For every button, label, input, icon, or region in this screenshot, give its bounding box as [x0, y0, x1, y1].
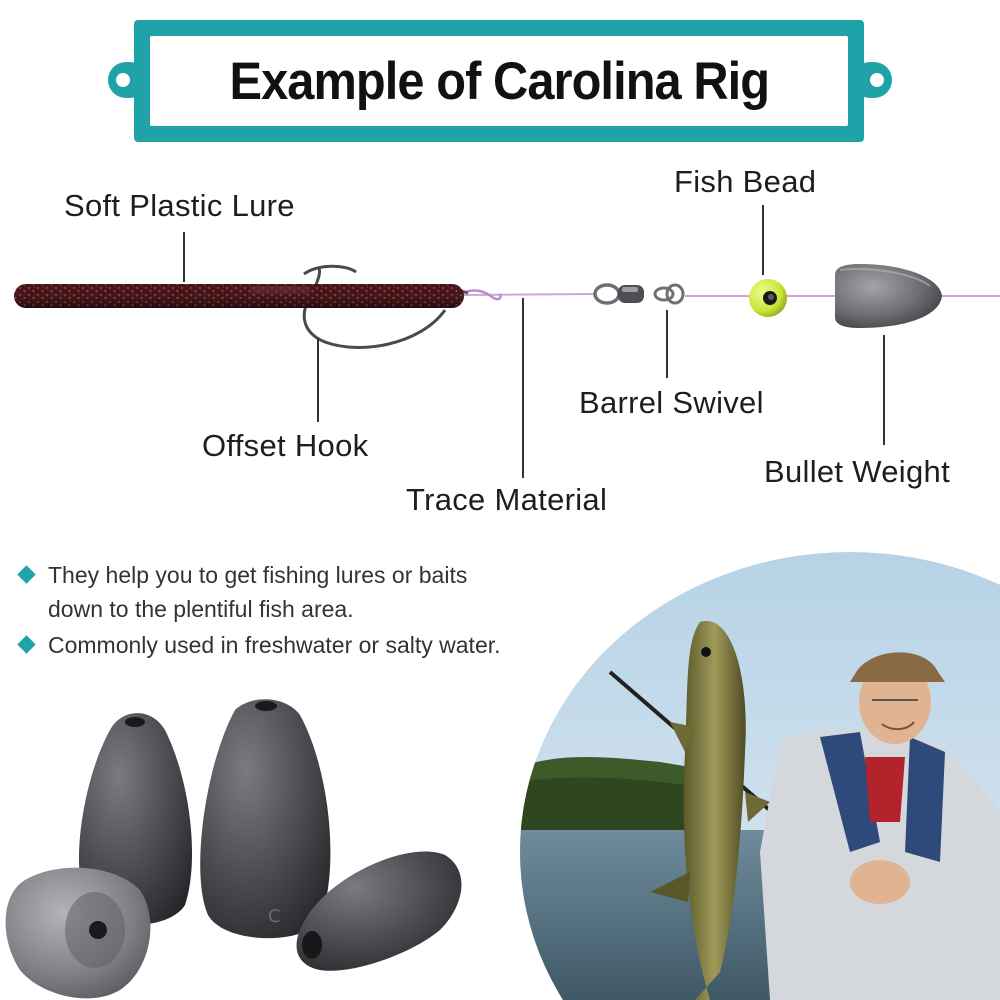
page-title: Example of Carolina Rig: [229, 51, 769, 111]
bullet-line-1: They help you to get fishing lures or baits: [48, 562, 468, 588]
feature-bullets: [14, 558, 604, 662]
teal-diamond-icon: [17, 565, 35, 583]
barrel-swivel: [595, 285, 683, 303]
bullet-item: [14, 628, 604, 662]
title-banner: [134, 20, 864, 142]
angler-holding-fish-photo: [520, 552, 1000, 1000]
title-banner-inner: [150, 36, 848, 126]
bullet-line-1: Commonly used in freshwater or salty water.: [48, 632, 501, 658]
soft-plastic-lure: [14, 284, 464, 308]
label-bullet-weight: Bullet Weight: [764, 454, 950, 489]
label-barrel-swivel: Barrel Swivel: [579, 385, 764, 420]
label-trace-material: Trace Material: [406, 482, 608, 517]
bullet-weights-photo: [0, 690, 480, 1000]
bullet-weights-illustration: [0, 690, 480, 1000]
label-offset-hook: Offset Hook: [202, 428, 369, 463]
carolina-rig-diagram: [0, 160, 1000, 520]
fish-bead: [749, 279, 787, 317]
bullet-line-2: down to the plentiful fish area.: [48, 596, 354, 622]
label-soft-plastic-lure: Soft Plastic Lure: [64, 188, 295, 223]
bullet-weight: [835, 264, 942, 328]
teal-diamond-icon: [17, 635, 35, 653]
angler-illustration: [520, 552, 1000, 1000]
bullet-item: [14, 558, 604, 626]
trace-line: [463, 294, 595, 295]
sinker-marking: C: [268, 906, 281, 927]
label-fish-bead: Fish Bead: [674, 164, 817, 199]
